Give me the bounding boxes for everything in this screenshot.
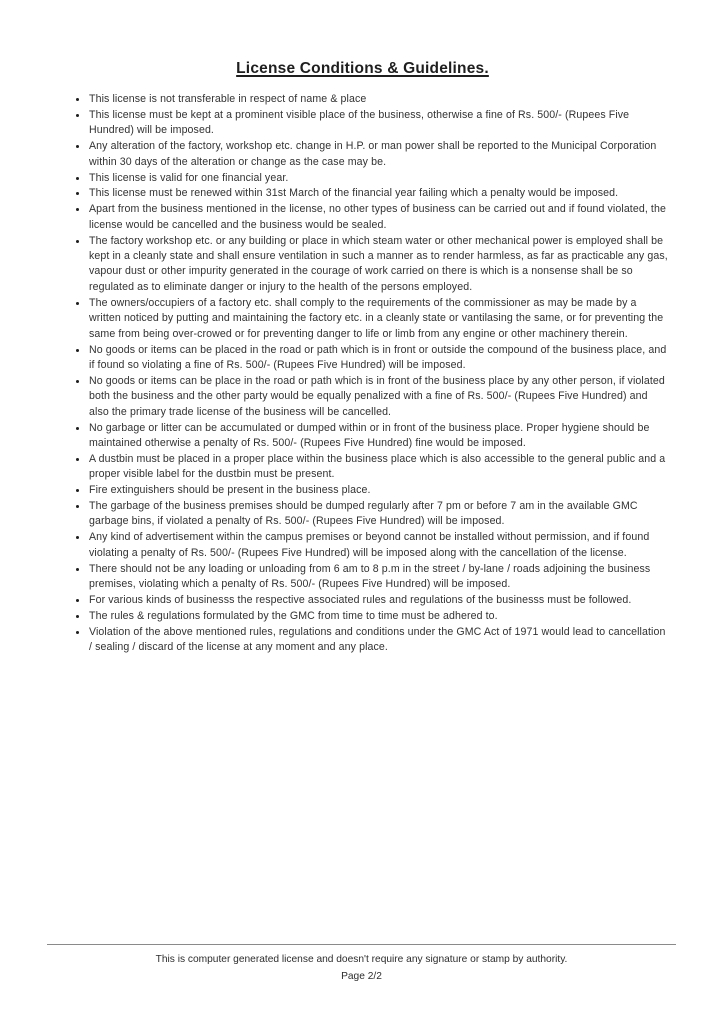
condition-item: • This license is not transferable in respect of name & place bbox=[88, 92, 668, 107]
condition-item: • This license must be kept at a prominent visible place of the business, otherwise a fine of Rs. 500/- (Rupees Five Hundred) will be imposed. bbox=[88, 108, 668, 139]
condition-item: • The rules & regulations formulated by the GMC from time to time must be adhered to. bbox=[88, 609, 668, 624]
condition-item: • A dustbin must be placed in a proper place within the business place which is also accessible to the general public and a proper visible label for the dustbin must be present. bbox=[88, 452, 668, 483]
condition-item: • Any kind of advertisement within the campus premises or beyond cannot be installed without permission, and if found violating a penalty of Rs. 500/- (Rupees Five Hundred) will be imposed along with the cancellation of the license. bbox=[88, 530, 668, 561]
condition-item: • Any alteration of the factory, workshop etc. change in H.P. or man power shall be reported to the Municipal Corporation within 30 days of the alteration or change as the case may be. bbox=[88, 139, 668, 170]
condition-item: • Apart from the business mentioned in the license, no other types of business can be carried out and if found violated, the license would be cancelled and the business would be sealed. bbox=[88, 202, 668, 233]
condition-item: • No garbage or litter can be accumulated or dumped within or in front of the business place. Proper hygiene should be maintained otherwise a penalty of Rs. 500/- (Rupees Five Hundred) fine would be imposed. bbox=[88, 421, 668, 452]
condition-item: • The factory workshop etc. or any building or place in which steam water or other mechanical power is employed shall be kept in a cleanly state and shall ensure ventilation in such a manner as to render harmless, as far as practicable any gas, vapour dust or other impurity generated in the courage of work carried on there is which is a nonsense shall be so regulated as to eliminate danger or injury to the health of the persons employed. bbox=[88, 234, 668, 296]
condition-item: • This license is valid for one financial year. bbox=[88, 171, 668, 186]
page-title: License Conditions & Guidelines. bbox=[236, 60, 489, 77]
condition-item: • Fire extinguishers should be present in the business place. bbox=[88, 483, 668, 498]
condition-item: • There should not be any loading or unloading from 6 am to 8 p.m in the street / by-lane / roads adjoining the business premises, violating which a penalty of Rs. 500/- (Rupees Five Hundred) will be imposed. bbox=[88, 562, 668, 593]
condition-item: • No goods or items can be placed in the road or path which is in front or outside the compound of the business place, and if found so violating a fine of Rs. 500/- (Rupees Five Hundred) will be imposed. bbox=[88, 343, 668, 374]
conditions-list bbox=[88, 92, 668, 656]
condition-item: • The owners/occupiers of a factory etc. shall comply to the requirements of the commissioner as may be made by a written noticed by putting and maintaining the factory etc. in a cleanly state or vantilasing the same, or for preventing the same from being over-crowed or for preventing danger to life or limb from any engine or other machinery therein. bbox=[88, 296, 668, 342]
condition-item: • This license must be renewed within 31st March of the financial year failing which a penalty would be imposed. bbox=[88, 186, 668, 201]
page-number: Page 2/2 bbox=[341, 971, 382, 982]
condition-item: • For various kinds of businesss the respective associated rules and regulations of the businesss must be followed. bbox=[88, 593, 668, 608]
footer bbox=[47, 944, 676, 983]
condition-item: • The garbage of the business premises should be dumped regularly after 7 pm or before 7 am in the available GMC garbage bins, if violated a penalty of Rs. 500/- (Rupees Five Hundred) will be imposed. bbox=[88, 499, 668, 530]
condition-item: • No goods or items can be place in the road or path which is in front of the business place by any other person, if violated both the business and the other party would be equally penalized with a fine of Rs. 500/- (Rupees Five Hundred) and also the primary trade license of the business will be cancelled. bbox=[88, 374, 668, 420]
condition-item: • Violation of the above mentioned rules, regulations and conditions under the GMC Act of 1971 would lead to cancellation / sealing / discard of the license at any moment and any place. bbox=[88, 625, 668, 656]
footer-note: This is computer generated license and doesn't require any signature or stamp by authority. bbox=[155, 954, 568, 965]
